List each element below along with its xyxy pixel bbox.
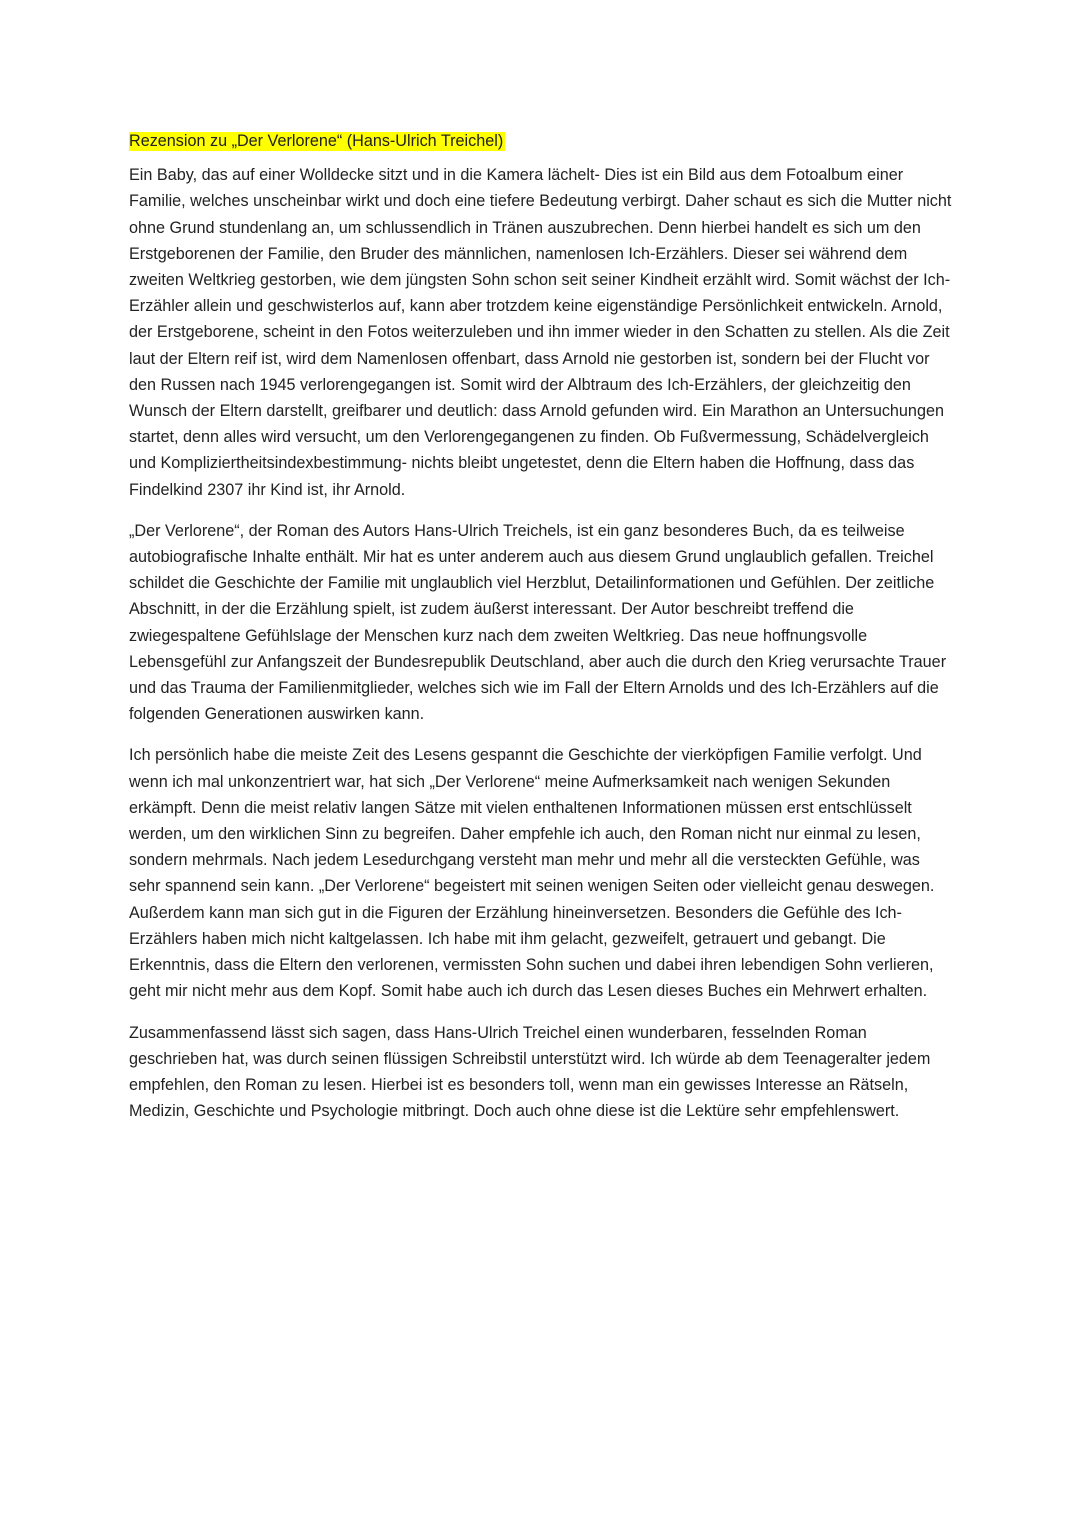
conclusion-paragraph: Zusammenfassend lässt sich sagen, dass Hans-Ulrich Treichel einen wunderbaren, fesselnden Roman geschrieben hat, was durch seinen flüssigen Schreibstil unterstützt wird. Ich würde ab dem Teenageralter jedem empfehlen, den Roman zu lesen. Hierbei ist es besonders toll, wenn man ein gewisses Interesse an Rätseln, Medizin, Geschichte und Psychologie mitbringt. Doch auch ohne diese ist die Lektüre sehr empfehlenswert. <box>129 1023 931 1121</box>
evaluation-paragraph: „Der Verlorene“, der Roman des Autors Hans-Ulrich Treichels, ist ein ganz besonderes Buch, da es teilweise autobiografische Inhalte enthält. Mir hat es unter anderem auch aus diesem Grund unglaublich gefallen. Treichel schildet die Geschichte der Familie mit unglaublich viel Herzblut, Detailinformationen und Gefühlen. Der zeitliche Abschnitt, in der die Erzählung spielt, ist zudem äußerst interessant. Der Autor beschreibt treffend die zwiegespaltene Gefühlslage der Menschen kurz nach dem zweiten Weltkrieg. Das neue hoffnungsvolle Lebensgefühl zur Anfangszeit der Bundesrepublik Deutschland, aber auch die durch den Krieg verursachte Trauer und das Trauma der Familienmitglieder, welches sich wie im Fall der Eltern Arnolds und des Ich-Erzählers auf die folgenden Generationen auswirken kann. <box>129 521 947 724</box>
summary-paragraph: Ein Baby, das auf einer Wolldecke sitzt und in die Kamera lächelt- Dies ist ein Bild aus dem Fotoalbum einer Familie, welches unscheinbar wirkt und doch eine tiefere Bedeutung verbirgt. Daher schaut es sich die Mutter nicht ohne Grund stundenlang an, um schlussendlich in Tränen auszubrechen. Denn hierbei handelt es sich um den Erstgeborenen der Familie, den Bruder des männlichen, namenlosen Ich-Erzählers. Dieser sei während dem zweiten Weltkrieg gestorben, wie dem jüngsten Sohn schon seit seiner Kindheit erzählt wird. Somit wächst der Ich-Erzähler allein und geschwisterlos auf, kann aber trotzdem keine eigenständige Persönlichkeit entwickeln. Arnold, der Erstgeborene, scheint in den Fotos weiterzuleben und ihn immer wieder in den Schatten zu stellen. Als die Zeit laut der Eltern reif ist, wird dem Namenlosen offenbart, dass Arnold nie gestorben ist, sondern bei der Flucht vor den Russen nach 1945 verlorengegangen ist. Somit wird der Albtraum des Ich-Erzählers, der gleichzeitig den Wunsch der Eltern darstellt, greifbarer und deutlich: dass Arnold gefunden wird. Ein Marathon an Untersuchungen startet, denn alles wird versucht, um den Verlorengegangenen zu finden. Ob Fußvermessung, Schädelvergleich und Kompliziertheitsindexbestimmung- nichts bleibt ungetestet, denn die Eltern haben die Hoffnung, dass das Findelkind 2307 ihr Kind ist, ihr Arnold. <box>129 166 952 499</box>
document-body <box>129 128 954 1139</box>
document-title <box>129 128 954 154</box>
highlighted-title-text: Rezension zu „Der Verlorene“ (Hans-Ulrich Treichel) <box>129 132 504 150</box>
personal-opinion-paragraph: Ich persönlich habe die meiste Zeit des Lesens gespannt die Geschichte der vierköpfigen Familie verfolgt. Und wenn ich mal unkonzentriert war, hat sich „Der Verlorene“ meine Aufmerksamkeit nach wenigen Sekunden erkämpft. Denn die meist relativ langen Sätze mit vielen enthaltenen Informationen müssen erst entschlüsselt werden, um den wirklichen Sinn zu begreifen. Daher empfehle ich auch, den Roman nicht nur einmal zu lesen, sondern mehrmals. Nach jedem Lesedurchgang versteht man mehr und mehr all die versteckten Gefühle, was sehr spannend sein kann. „Der Verlorene“ begeistert mit seinen wenigen Seiten oder vielleicht genau deswegen. Außerdem kann man sich gut in die Figuren der Erzählung hineinversetzen. Besonders die Gefühle des Ich-Erzählers haben mich nicht kaltgelassen. Ich habe mit ihm gelacht, gezweifelt, getrauert und gebangt. Die Erkenntnis, dass die Eltern den verlorenen, vermissten Sohn suchen und dabei ihren lebendigen Sohn verlieren, geht mir nicht mehr aus dem Kopf. Somit habe auch ich durch das Lesen dieses Buches ein Mehrwert erhalten. <box>129 746 935 1001</box>
